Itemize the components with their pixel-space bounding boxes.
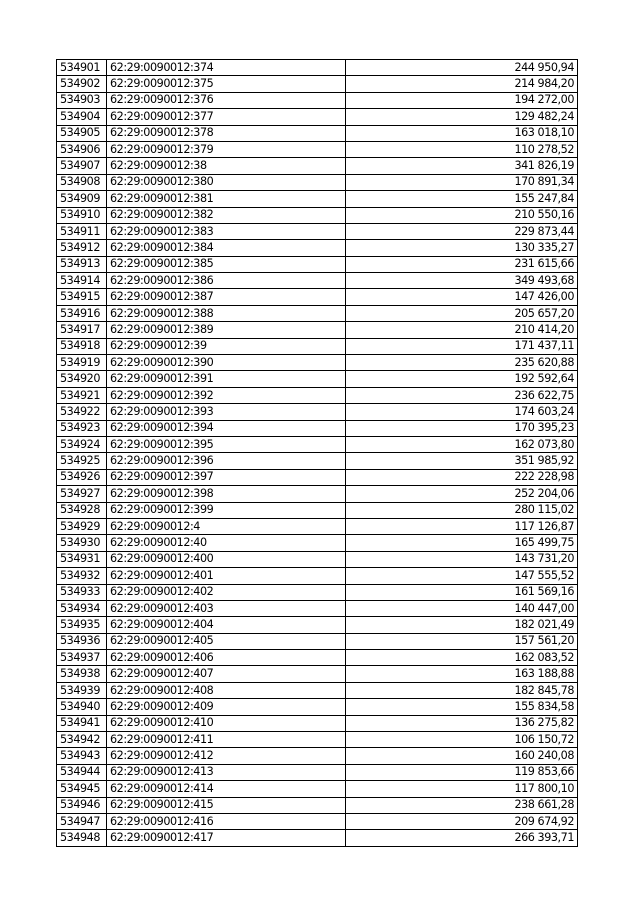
cadastral-number-cell: 62:29:0090012:399 xyxy=(107,502,346,518)
table-body xyxy=(57,60,578,847)
cadastral-value-cell: 163 188,88 xyxy=(346,666,578,682)
cadastral-number-cell: 62:29:0090012:378 xyxy=(107,125,346,141)
cadastral-value-cell: 106 150,72 xyxy=(346,732,578,748)
table-row xyxy=(57,387,578,403)
table-row xyxy=(57,338,578,354)
cadastral-number-cell: 62:29:0090012:382 xyxy=(107,207,346,223)
row-number-cell: 534946 xyxy=(57,797,107,813)
cadastral-number-cell: 62:29:0090012:396 xyxy=(107,453,346,469)
table-row xyxy=(57,207,578,223)
row-number-cell: 534905 xyxy=(57,125,107,141)
cadastral-value-cell: 214 984,20 xyxy=(346,76,578,92)
cadastral-number-cell: 62:29:0090012:415 xyxy=(107,797,346,813)
cadastral-value-cell: 129 482,24 xyxy=(346,109,578,125)
cadastral-number-cell: 62:29:0090012:389 xyxy=(107,322,346,338)
cadastral-value-cell: 222 228,98 xyxy=(346,469,578,485)
cadastral-number-cell: 62:29:0090012:404 xyxy=(107,617,346,633)
cadastral-number-cell: 62:29:0090012:414 xyxy=(107,781,346,797)
cadastral-value-cell: 349 493,68 xyxy=(346,273,578,289)
cadastral-number-cell: 62:29:0090012:4 xyxy=(107,518,346,534)
table-row xyxy=(57,125,578,141)
cadastral-value-cell: 229 873,44 xyxy=(346,223,578,239)
row-number-cell: 534909 xyxy=(57,191,107,207)
cadastral-number-cell: 62:29:0090012:381 xyxy=(107,191,346,207)
cadastral-number-cell: 62:29:0090012:376 xyxy=(107,92,346,108)
table-row xyxy=(57,600,578,616)
cadastral-value-cell: 182 845,78 xyxy=(346,682,578,698)
table-row xyxy=(57,92,578,108)
cadastral-value-cell: 155 247,84 xyxy=(346,191,578,207)
table-row xyxy=(57,682,578,698)
table-row xyxy=(57,453,578,469)
cadastral-value-cell: 351 985,92 xyxy=(346,453,578,469)
cadastral-value-cell: 341 826,19 xyxy=(346,158,578,174)
row-number-cell: 534921 xyxy=(57,387,107,403)
row-number-cell: 534939 xyxy=(57,682,107,698)
row-number-cell: 534916 xyxy=(57,305,107,321)
table-row xyxy=(57,732,578,748)
table-row xyxy=(57,584,578,600)
cadastral-value-cell: 163 018,10 xyxy=(346,125,578,141)
table-row xyxy=(57,141,578,157)
cadastral-value-cell: 117 800,10 xyxy=(346,781,578,797)
cadastral-value-cell: 161 569,16 xyxy=(346,584,578,600)
cadastral-number-cell: 62:29:0090012:384 xyxy=(107,240,346,256)
cadastral-value-cell: 165 499,75 xyxy=(346,535,578,551)
table-row xyxy=(57,322,578,338)
cadastral-value-cell: 280 115,02 xyxy=(346,502,578,518)
table-row xyxy=(57,240,578,256)
cadastral-number-cell: 62:29:0090012:405 xyxy=(107,633,346,649)
cadastral-value-table xyxy=(56,59,578,847)
cadastral-number-cell: 62:29:0090012:407 xyxy=(107,666,346,682)
cadastral-number-cell: 62:29:0090012:395 xyxy=(107,436,346,452)
row-number-cell: 534930 xyxy=(57,535,107,551)
cadastral-value-cell: 174 603,24 xyxy=(346,404,578,420)
table-row xyxy=(57,404,578,420)
table-row xyxy=(57,355,578,371)
cadastral-value-cell: 171 437,11 xyxy=(346,338,578,354)
cadastral-number-cell: 62:29:0090012:388 xyxy=(107,305,346,321)
table-row xyxy=(57,289,578,305)
row-number-cell: 534908 xyxy=(57,174,107,190)
table-row xyxy=(57,535,578,551)
cadastral-value-cell: 210 414,20 xyxy=(346,322,578,338)
table-row xyxy=(57,518,578,534)
table-row xyxy=(57,551,578,567)
cadastral-number-cell: 62:29:0090012:400 xyxy=(107,551,346,567)
table-row xyxy=(57,109,578,125)
table-row xyxy=(57,830,578,846)
table-row xyxy=(57,305,578,321)
cadastral-number-cell: 62:29:0090012:392 xyxy=(107,387,346,403)
cadastral-value-cell: 170 395,23 xyxy=(346,420,578,436)
table-row xyxy=(57,469,578,485)
table-row xyxy=(57,371,578,387)
table-row xyxy=(57,764,578,780)
row-number-cell: 534948 xyxy=(57,830,107,846)
table-row xyxy=(57,158,578,174)
row-number-cell: 534914 xyxy=(57,273,107,289)
cadastral-number-cell: 62:29:0090012:412 xyxy=(107,748,346,764)
cadastral-value-cell: 119 853,66 xyxy=(346,764,578,780)
row-number-cell: 534938 xyxy=(57,666,107,682)
cadastral-number-cell: 62:29:0090012:385 xyxy=(107,256,346,272)
cadastral-value-cell: 117 126,87 xyxy=(346,518,578,534)
cadastral-value-cell: 244 950,94 xyxy=(346,60,578,76)
row-number-cell: 534940 xyxy=(57,699,107,715)
row-number-cell: 534936 xyxy=(57,633,107,649)
cadastral-number-cell: 62:29:0090012:408 xyxy=(107,682,346,698)
cadastral-number-cell: 62:29:0090012:398 xyxy=(107,486,346,502)
cadastral-number-cell: 62:29:0090012:375 xyxy=(107,76,346,92)
row-number-cell: 534944 xyxy=(57,764,107,780)
cadastral-number-cell: 62:29:0090012:374 xyxy=(107,60,346,76)
row-number-cell: 534902 xyxy=(57,76,107,92)
table-row xyxy=(57,60,578,76)
cadastral-number-cell: 62:29:0090012:397 xyxy=(107,469,346,485)
cadastral-number-cell: 62:29:0090012:416 xyxy=(107,813,346,829)
table-row xyxy=(57,568,578,584)
row-number-cell: 534947 xyxy=(57,813,107,829)
row-number-cell: 534918 xyxy=(57,338,107,354)
cadastral-value-cell: 209 674,92 xyxy=(346,813,578,829)
row-number-cell: 534941 xyxy=(57,715,107,731)
cadastral-value-cell: 162 083,52 xyxy=(346,650,578,666)
cadastral-number-cell: 62:29:0090012:383 xyxy=(107,223,346,239)
cadastral-value-cell: 147 426,00 xyxy=(346,289,578,305)
row-number-cell: 534917 xyxy=(57,322,107,338)
cadastral-number-cell: 62:29:0090012:380 xyxy=(107,174,346,190)
cadastral-value-cell: 147 555,52 xyxy=(346,568,578,584)
cadastral-number-cell: 62:29:0090012:387 xyxy=(107,289,346,305)
table-row xyxy=(57,256,578,272)
table-row xyxy=(57,617,578,633)
row-number-cell: 534933 xyxy=(57,584,107,600)
cadastral-value-cell: 155 834,58 xyxy=(346,699,578,715)
table-row xyxy=(57,420,578,436)
cadastral-value-cell: 170 891,34 xyxy=(346,174,578,190)
row-number-cell: 534922 xyxy=(57,404,107,420)
row-number-cell: 534920 xyxy=(57,371,107,387)
row-number-cell: 534913 xyxy=(57,256,107,272)
cadastral-value-cell: 205 657,20 xyxy=(346,305,578,321)
row-number-cell: 534907 xyxy=(57,158,107,174)
cadastral-value-cell: 130 335,27 xyxy=(346,240,578,256)
cadastral-value-cell: 266 393,71 xyxy=(346,830,578,846)
row-number-cell: 534927 xyxy=(57,486,107,502)
cadastral-number-cell: 62:29:0090012:401 xyxy=(107,568,346,584)
cadastral-value-cell: 252 204,06 xyxy=(346,486,578,502)
cadastral-value-cell: 231 615,66 xyxy=(346,256,578,272)
row-number-cell: 534906 xyxy=(57,141,107,157)
row-number-cell: 534910 xyxy=(57,207,107,223)
cadastral-number-cell: 62:29:0090012:379 xyxy=(107,141,346,157)
cadastral-number-cell: 62:29:0090012:40 xyxy=(107,535,346,551)
cadastral-number-cell: 62:29:0090012:39 xyxy=(107,338,346,354)
row-number-cell: 534903 xyxy=(57,92,107,108)
table-row xyxy=(57,633,578,649)
table-row xyxy=(57,273,578,289)
row-number-cell: 534935 xyxy=(57,617,107,633)
cadastral-value-cell: 235 620,88 xyxy=(346,355,578,371)
table-row xyxy=(57,699,578,715)
row-number-cell: 534928 xyxy=(57,502,107,518)
table-row xyxy=(57,436,578,452)
cadastral-number-cell: 62:29:0090012:391 xyxy=(107,371,346,387)
cadastral-value-cell: 194 272,00 xyxy=(346,92,578,108)
table-row xyxy=(57,666,578,682)
row-number-cell: 534919 xyxy=(57,355,107,371)
table-row xyxy=(57,486,578,502)
row-number-cell: 534925 xyxy=(57,453,107,469)
table-row xyxy=(57,797,578,813)
row-number-cell: 534937 xyxy=(57,650,107,666)
row-number-cell: 534924 xyxy=(57,436,107,452)
row-number-cell: 534926 xyxy=(57,469,107,485)
table-row xyxy=(57,76,578,92)
row-number-cell: 534901 xyxy=(57,60,107,76)
row-number-cell: 534934 xyxy=(57,600,107,616)
row-number-cell: 534904 xyxy=(57,109,107,125)
table-row xyxy=(57,174,578,190)
cadastral-number-cell: 62:29:0090012:406 xyxy=(107,650,346,666)
table-row xyxy=(57,781,578,797)
cadastral-value-cell: 210 550,16 xyxy=(346,207,578,223)
table-row xyxy=(57,748,578,764)
cadastral-number-cell: 62:29:0090012:417 xyxy=(107,830,346,846)
cadastral-value-cell: 238 661,28 xyxy=(346,797,578,813)
row-number-cell: 534931 xyxy=(57,551,107,567)
cadastral-number-cell: 62:29:0090012:386 xyxy=(107,273,346,289)
cadastral-number-cell: 62:29:0090012:390 xyxy=(107,355,346,371)
row-number-cell: 534942 xyxy=(57,732,107,748)
cadastral-number-cell: 62:29:0090012:38 xyxy=(107,158,346,174)
cadastral-value-cell: 143 731,20 xyxy=(346,551,578,567)
cadastral-number-cell: 62:29:0090012:411 xyxy=(107,732,346,748)
cadastral-number-cell: 62:29:0090012:410 xyxy=(107,715,346,731)
table-row xyxy=(57,650,578,666)
table-row xyxy=(57,813,578,829)
row-number-cell: 534923 xyxy=(57,420,107,436)
cadastral-value-cell: 110 278,52 xyxy=(346,141,578,157)
cadastral-number-cell: 62:29:0090012:409 xyxy=(107,699,346,715)
cadastral-number-cell: 62:29:0090012:377 xyxy=(107,109,346,125)
cadastral-number-cell: 62:29:0090012:394 xyxy=(107,420,346,436)
row-number-cell: 534943 xyxy=(57,748,107,764)
cadastral-number-cell: 62:29:0090012:393 xyxy=(107,404,346,420)
cadastral-number-cell: 62:29:0090012:413 xyxy=(107,764,346,780)
table-row xyxy=(57,223,578,239)
cadastral-value-cell: 160 240,08 xyxy=(346,748,578,764)
cadastral-value-cell: 157 561,20 xyxy=(346,633,578,649)
table-row xyxy=(57,715,578,731)
table-row xyxy=(57,502,578,518)
cadastral-value-cell: 136 275,82 xyxy=(346,715,578,731)
cadastral-value-cell: 192 592,64 xyxy=(346,371,578,387)
cadastral-number-cell: 62:29:0090012:402 xyxy=(107,584,346,600)
table-row xyxy=(57,191,578,207)
row-number-cell: 534911 xyxy=(57,223,107,239)
cadastral-value-cell: 182 021,49 xyxy=(346,617,578,633)
cadastral-number-cell: 62:29:0090012:403 xyxy=(107,600,346,616)
row-number-cell: 534915 xyxy=(57,289,107,305)
cadastral-value-cell: 236 622,75 xyxy=(346,387,578,403)
row-number-cell: 534945 xyxy=(57,781,107,797)
row-number-cell: 534932 xyxy=(57,568,107,584)
row-number-cell: 534929 xyxy=(57,518,107,534)
cadastral-value-cell: 162 073,80 xyxy=(346,436,578,452)
cadastral-value-cell: 140 447,00 xyxy=(346,600,578,616)
row-number-cell: 534912 xyxy=(57,240,107,256)
